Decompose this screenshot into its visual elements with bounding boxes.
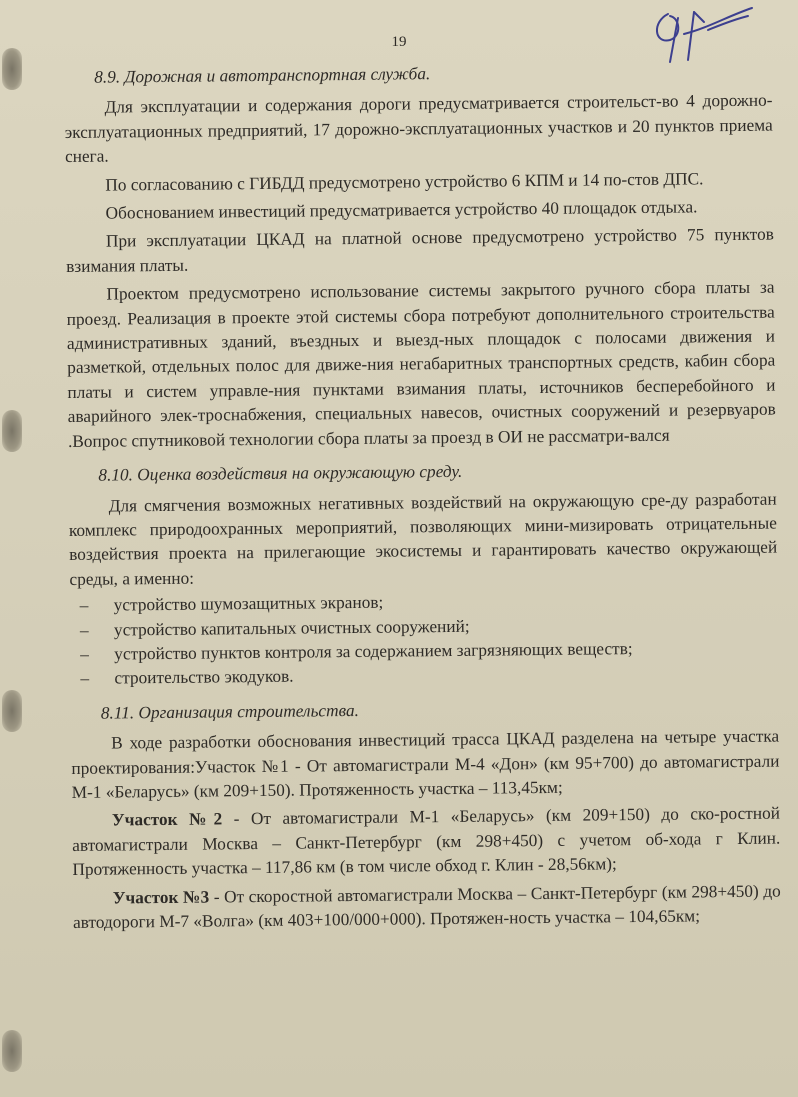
paragraph: По согласованию с ГИБДД предусмотрено устройство 6 КПМ и 14 по-стов ДПС. [105, 168, 704, 195]
section-8-10 [68, 457, 778, 692]
list-item-text: устройство пунктов контроля за содержанием загрязняющих веществ; [114, 639, 633, 664]
bullet-dash: – [79, 595, 89, 615]
section-8-9 [64, 59, 776, 454]
list-item-text: строительство экодуков. [114, 666, 294, 688]
section-8-11 [71, 694, 781, 935]
page-number: 19 [391, 34, 407, 50]
binding-hole [2, 1030, 22, 1072]
paragraph: Проектом предусмотрено использование системы закрытого ручного сбора платы за проезд. Реализация в проекте этой системы сбора потребуют дополнительного строительства административных зданий, въездных и выезд-ных площадок с полосами движения и разметкой, отдельных полос для движе-ния негабаритных транспортных средств, кабин сбора платы и систем управле-ния пунктами взимания платы, источников бесперебойного и аварийного элек-троснабжения, специальных навесов, очистных сооружений и резервуаров .Вопрос спутниковой технологии сбора платы за проезд в ОИ не рассматри-вался [66, 277, 776, 451]
list-item-text: устройство капитальных очистных сооружений; [113, 616, 470, 640]
segment-text: - От скоростной автомагистрали Москва – Санкт-Петербург (км 298+450) до автодороги М-7 «Волга» (км 403+100/000+000). Протяжен-ность участка – 104,65км; [72, 881, 781, 932]
paragraph: Для смягчения возможных негативных воздействий на окружающую сре-ду разработан комплекс природоохранных мероприятий, позволяющих мини-мизировать отрицательные воздействия проекта на прилегающие экосистемы и гарантировать качество окружающей среды, а именно: [68, 489, 778, 589]
section-heading: 8.10. Оценка воздействия на окружающую среду. [98, 461, 463, 485]
bullet-dash: – [80, 644, 89, 664]
bullet-dash: – [79, 620, 89, 640]
section-heading: 8.11. Организация строительства. [100, 700, 359, 723]
binding-hole [2, 410, 22, 452]
bullet-dash: – [80, 669, 90, 689]
segment-text: - От автомагистрали М-1 «Беларусь» (км 209+150) до ско-ростной автомагистрали Москва – Санкт-Петербург (км 298+450) с учетом об-хода г Клин. Протяженность участка – 117,86 км (в том числе обход г. Клин - 28,56км); [72, 803, 781, 880]
binding-holes [0, 0, 30, 1097]
paragraph [72, 802, 781, 883]
bullet-list [70, 587, 779, 692]
paragraph [73, 879, 781, 935]
document-body [64, 51, 781, 946]
binding-hole [2, 690, 22, 732]
paragraph: При эксплуатации ЦКАД на платной основе предусмотрено устройство 75 пунктов взимания платы. [66, 225, 774, 276]
section-heading: 8.9. Дорожная и автотранспортная служба. [94, 64, 431, 87]
list-item-text: устройство шумозащитных экранов; [113, 592, 384, 615]
segment-label: Участок №2 [111, 809, 223, 830]
segment-label: Участок №3 [112, 887, 210, 908]
paragraph: Обоснованием инвестиций предусматривается устройство 40 площадок отдыха. [105, 197, 698, 223]
paragraph: В ходе разработки обоснования инвестиций трасса ЦКАД разделена на четыре участка проектирования:Участок №1 - От автомагистрали М-4 «Дон» (км 95+700) до автомагистрали М-1 «Беларусь» (км 209+150). Протяженность участка – 113,45км; [71, 726, 780, 802]
paragraph: Для эксплуатации и содержания дороги предусматривается строительст-во 4 дорожно-эксплуатационных предприятий, 17 дорожно-эксплуатационных участков и 20 пунктов приема снега. [64, 90, 773, 167]
binding-hole [2, 48, 22, 90]
